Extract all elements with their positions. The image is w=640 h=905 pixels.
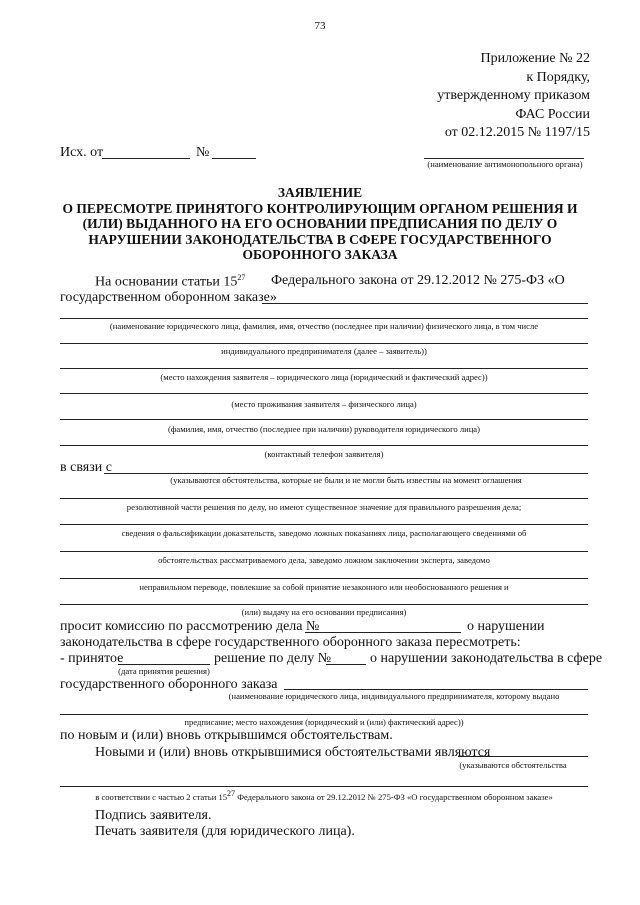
field-caption: (наименование юридического лица, индивидуального предпринимателя, которому выдано bbox=[228, 691, 560, 701]
field-caption: неправильном переводе, повлекшие за собой принятие незаконного или необоснованного решения и bbox=[139, 582, 509, 592]
intro-line-2: государственном оборонном заказе» bbox=[60, 290, 277, 305]
field-caption: (дата принятия решения) bbox=[118, 666, 210, 676]
field-caption: (или) выдачу на его основании предписания) bbox=[241, 607, 407, 617]
connection-label: в связи с bbox=[60, 460, 112, 475]
request-violation-label: о нарушении bbox=[467, 619, 545, 634]
order-address-field[interactable] bbox=[60, 714, 588, 715]
applicant-field-3[interactable] bbox=[60, 343, 588, 344]
title-line: ОБОРОННОГО ЗАКАЗА bbox=[242, 247, 398, 262]
phone-field[interactable] bbox=[60, 445, 588, 446]
ref-date-field[interactable] bbox=[102, 158, 190, 159]
field-caption: (указываются обстоятельства bbox=[459, 760, 567, 770]
connection-field-3[interactable] bbox=[60, 524, 588, 525]
request-line-3: - принятое bbox=[60, 651, 124, 666]
intro-line-1: На основании статьи $15^{27}$ bbox=[95, 273, 246, 290]
decision-date-field[interactable] bbox=[118, 664, 210, 665]
request-line-6: Новыми и (или) вновь открывшимися обстоятельствами являются bbox=[95, 745, 491, 760]
field-caption: в соответствии с частью 2 статьи $15^{27}$ Федерального закона от 29.12.2012 № 275-ФЗ «О государственном оборонном заказе» bbox=[95, 789, 553, 802]
field-caption: обстоятельствах рассматриваемого дела, заведомо ложном заключении эксперта, заведомо bbox=[158, 555, 490, 565]
manager-field[interactable] bbox=[60, 419, 588, 420]
seal-line: Печать заявителя (для юридического лица). bbox=[95, 824, 355, 839]
intro-law-reference: Федерального закона от 29.12.2012 № 275-ФЗ «О bbox=[271, 273, 565, 288]
circumstances-field-2[interactable] bbox=[60, 786, 588, 787]
applicant-field-1[interactable] bbox=[262, 303, 588, 304]
field-caption: (фамилия, имя, отчество (последнее при наличии) руководителя юридического лица) bbox=[168, 424, 480, 434]
title-line: О ПЕРЕСМОТРЕ ПРИНЯТОГО КОНТРОЛИРУЮЩИМ ОРГАНОМ РЕШЕНИЯ И bbox=[62, 200, 578, 216]
ref-number-field[interactable] bbox=[212, 158, 256, 159]
order-recipient-field[interactable] bbox=[284, 689, 588, 690]
field-caption: (место проживания заявителя – физического лица) bbox=[231, 399, 417, 409]
title-line: НАРУШЕНИИ ЗАКОНОДАТЕЛЬСТВА В СФЕРЕ ГОСУДАРСТВЕННОГО bbox=[88, 231, 552, 247]
circumstances-field-1[interactable] bbox=[458, 756, 588, 757]
field-caption: (указываются обстоятельства, которые не были и не могли быть известны на момент оглашения bbox=[170, 475, 522, 485]
request-line-5: по новым и (или) вновь открывшимся обстоятельствам. bbox=[60, 728, 393, 743]
field-caption: сведения о фальсификации доказательств, заведомо ложных показаниях лица, располагающего сведениями об bbox=[121, 528, 527, 538]
field-caption: (наименование юридического лица, фамилия, имя, отчество (последнее при наличии) физического лица, в том числе bbox=[109, 321, 539, 331]
page-number: 73 bbox=[314, 20, 326, 32]
authority-caption: (наименование антимонопольного органа) bbox=[427, 159, 583, 169]
ref-label: Исх. от bbox=[60, 145, 104, 160]
appendix-block bbox=[400, 50, 590, 143]
residence-field[interactable] bbox=[60, 393, 588, 394]
appendix-line: к Порядку, bbox=[526, 69, 590, 85]
field-caption: предписание; место нахождения (юридический и (или) фактический адрес)) bbox=[184, 717, 464, 727]
connection-field-5[interactable] bbox=[60, 578, 588, 579]
number-label: № bbox=[196, 145, 210, 160]
applicant-field-2[interactable] bbox=[60, 318, 588, 319]
appendix-line: утвержденному приказом bbox=[437, 88, 590, 103]
request-line-4: государственного оборонного заказа bbox=[60, 677, 278, 692]
title-line: ЗАЯВЛЕНИЕ bbox=[277, 185, 363, 200]
connection-field-6[interactable] bbox=[60, 604, 588, 605]
address-field[interactable] bbox=[60, 368, 588, 369]
field-caption: резолютивной части решения по делу, но имеют существенное значение для правильного разрешения дела; bbox=[126, 502, 522, 512]
appendix-line: ФАС России bbox=[515, 106, 590, 122]
appendix-line: от 02.12.2015 № 1197/15 bbox=[444, 125, 590, 140]
field-caption: (контактный телефон заявителя) bbox=[264, 449, 384, 459]
connection-field-1[interactable] bbox=[104, 473, 588, 474]
case-number-field[interactable] bbox=[305, 632, 461, 633]
field-caption: (место нахождения заявителя – юридического лица (юридический и фактический адрес)) bbox=[160, 372, 488, 382]
request-line-2: законодательства в сфере государственного оборонного заказа пересмотреть: bbox=[60, 635, 521, 650]
connection-field-2[interactable] bbox=[60, 498, 588, 499]
signature-line: Подпись заявителя. bbox=[95, 808, 212, 823]
appendix-line: Приложение № 22 bbox=[480, 51, 590, 66]
title-line: (ИЛИ) ВЫДАННОГО НА ЕГО ОСНОВАНИИ ПРЕДПИСАНИЯ ПО ДЕЛУ О bbox=[82, 216, 558, 231]
decision-violation-label: о нарушении законодательства в сфере bbox=[370, 651, 603, 666]
field-caption: индивидуального предпринимателя (далее – заявитель)) bbox=[221, 346, 427, 356]
connection-field-4[interactable] bbox=[60, 551, 588, 552]
document-title bbox=[60, 185, 580, 263]
decision-case-label: решение по делу № bbox=[214, 651, 332, 666]
request-line-1: просит комиссию по рассмотрению дела № bbox=[60, 619, 320, 634]
decision-case-number-field[interactable] bbox=[326, 664, 366, 665]
